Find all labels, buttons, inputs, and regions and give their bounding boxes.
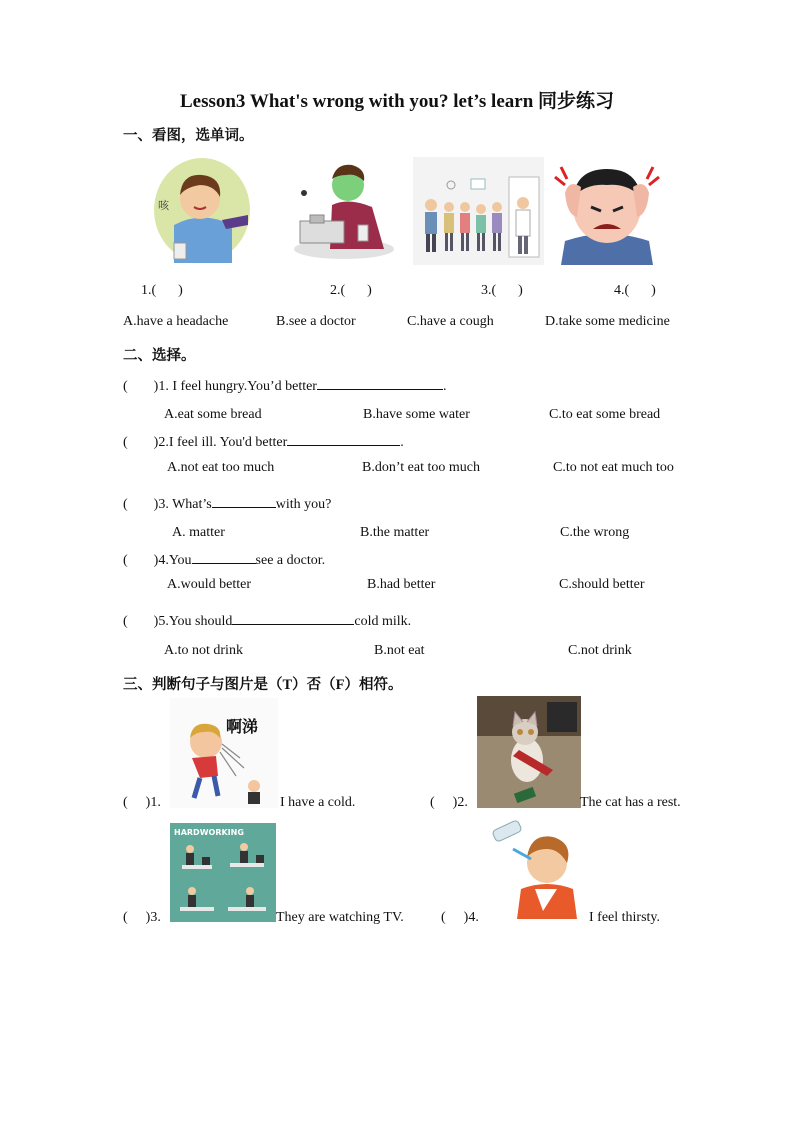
item-2-sentence: The cat has a rest.	[580, 795, 681, 810]
paren-open: (	[123, 795, 128, 810]
option-a: A.have a headache	[123, 314, 229, 329]
q2-option-c: C.to not eat much too	[553, 460, 674, 475]
section-1-heading: 一、看图，选单词。	[123, 128, 254, 144]
q1-option-b: B.have some water	[363, 407, 470, 422]
q3-option-c: C.the wrong	[560, 525, 630, 540]
question-2	[123, 432, 404, 451]
question-2-stem: )2.I feel ill. You'd better	[153, 435, 288, 450]
question-5-end: cold milk.	[354, 614, 412, 629]
cat-guitar-icon	[477, 696, 581, 808]
answer-blank[interactable]	[192, 550, 256, 564]
section-3-heading: 三、判断句子与图片是（T）否（F）相符。	[123, 677, 403, 693]
question-1-end: .	[442, 379, 447, 394]
q5-option-b: B.not eat	[374, 643, 425, 658]
q2-close: )	[367, 283, 372, 298]
q5-option-a: A.to not drink	[164, 643, 243, 658]
paren-open: (	[123, 614, 128, 629]
question-5-stem: )5.You should	[153, 614, 233, 629]
answer-blank[interactable]	[212, 494, 276, 508]
q4-option-a: A.would better	[167, 577, 251, 592]
item-1-number: )1.	[145, 795, 161, 810]
option-d: D.take some medicine	[545, 314, 670, 329]
question-1	[123, 376, 446, 395]
question-3	[123, 494, 331, 513]
question-1-stem: )1. I feel hungry.You’d better	[153, 379, 317, 394]
q1-close: )	[178, 283, 183, 298]
item-3-sentence: They are watching TV.	[276, 910, 404, 925]
doctor-queue-icon	[413, 157, 544, 265]
item-4-sentence: I feel thirsty.	[589, 910, 661, 925]
paren-open: (	[123, 910, 128, 925]
answer-blank[interactable]	[287, 432, 400, 446]
question-5	[123, 611, 411, 630]
judge-item-4	[441, 910, 479, 926]
q1-option-c: C.to eat some bread	[549, 407, 661, 422]
item-1-sentence: I have a cold.	[280, 795, 356, 810]
answer-blank[interactable]	[232, 611, 354, 625]
paren-open: (	[430, 795, 435, 810]
question-4-end: see a doctor.	[255, 553, 326, 568]
judge-item-2	[430, 795, 468, 811]
q2-option-a: A.not eat too much	[167, 460, 275, 475]
q5-option-c: C.not drink	[568, 643, 632, 658]
sneeze-text: 啊涕	[226, 717, 259, 736]
page-title: Lesson3 What's wrong with you? let’s learn 同步练习	[179, 91, 615, 112]
section-2-heading: 二、选择。	[123, 348, 196, 364]
option-c: C.have a cough	[407, 314, 494, 329]
question-4-stem: )4.You	[153, 553, 192, 568]
paren-open: (	[123, 379, 128, 394]
sick-man-medicine-icon	[292, 157, 396, 261]
office-workers-icon	[170, 823, 276, 922]
paren-open: (	[123, 553, 128, 568]
question-3-end: with you?	[275, 497, 332, 512]
q3-option-a: A. matter	[172, 525, 225, 540]
q2-number: 2.(	[330, 283, 346, 298]
headache-man-icon	[547, 157, 667, 265]
question-4	[123, 550, 325, 569]
q3-number: 3.(	[481, 283, 497, 298]
q1-number: 1.(	[141, 283, 157, 298]
judge-item-3	[123, 910, 161, 926]
option-b: B.see a doctor	[276, 314, 356, 329]
q2-option-b: B.don’t eat too much	[362, 460, 480, 475]
paren-open: (	[123, 497, 128, 512]
banner-text: HARDWORKING	[174, 828, 244, 837]
q1-option-a: A.eat some bread	[164, 407, 262, 422]
question-2-end: .	[400, 435, 404, 450]
answer-blank[interactable]	[317, 376, 443, 390]
q4-option-b: B.had better	[367, 577, 436, 592]
question-3-stem: )3. What’s	[153, 497, 212, 512]
paren-open: (	[123, 435, 128, 450]
paren-open: (	[441, 910, 446, 925]
q4-close: )	[651, 283, 656, 298]
svg-text:咳: 咳	[158, 199, 169, 212]
item-2-number: )2.	[452, 795, 468, 810]
coughing-boy-icon	[152, 155, 250, 263]
q3-close: )	[518, 283, 523, 298]
sneezing-boy-icon	[170, 698, 278, 808]
q3-option-b: B.the matter	[360, 525, 430, 540]
item-3-number: )3.	[145, 910, 161, 925]
item-4-number: )4.	[463, 910, 479, 925]
judge-item-1	[123, 795, 161, 811]
q4-number: 4.(	[614, 283, 630, 298]
q4-option-c: C.should better	[559, 577, 645, 592]
drinking-boy-icon	[487, 819, 587, 919]
